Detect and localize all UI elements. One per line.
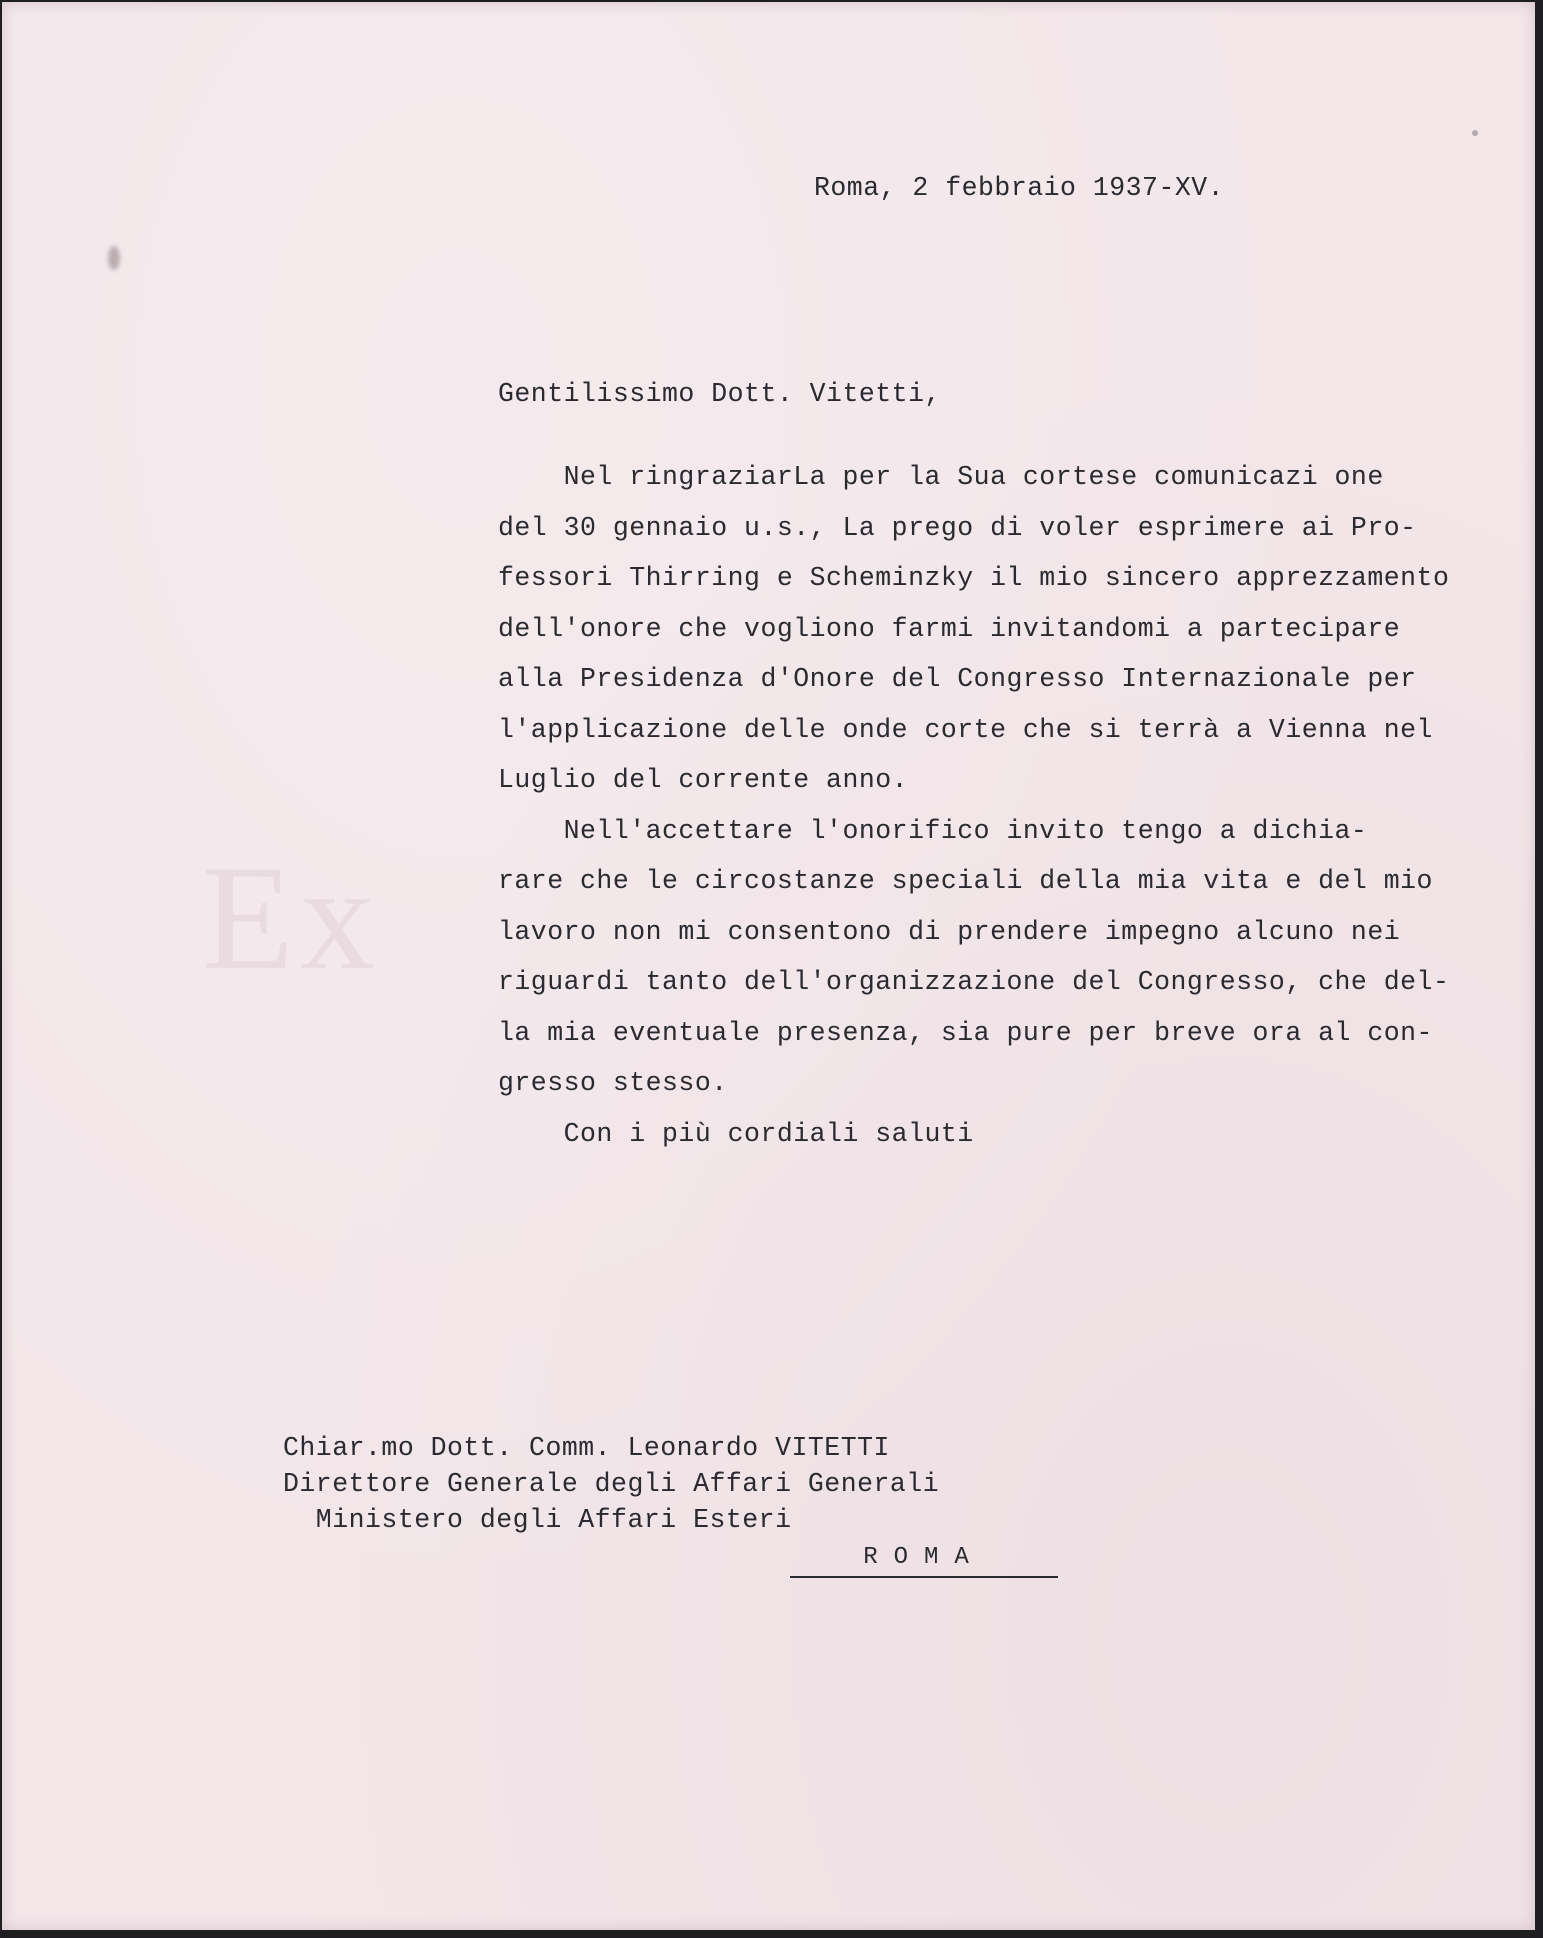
paper-speck <box>1472 130 1478 136</box>
address-line-title: Direttore Generale degli Affari Generali <box>283 1469 940 1499</box>
body-line: alla Presidenza d'Onore del Congresso Internazionale per <box>498 664 1417 694</box>
body-line: riguardi tanto dell'organizzazione del Congresso, che del- <box>498 967 1450 997</box>
body-line: la mia eventuale presenza, sia pure per breve ora al con- <box>498 1017 1433 1048</box>
body-line: dell'onore che vogliono farmi invitandomi a partecipare <box>498 613 1401 644</box>
body-line: fessori Thirring e Scheminzky il mio sincero apprezzamento <box>498 563 1450 593</box>
closing-line: Con i più cordiali saluti <box>498 1118 974 1149</box>
body-line: gresso stesso. <box>498 1068 728 1098</box>
address-line-recipient: Chiar.mo Dott. Comm. Leonardo VITETTI <box>283 1433 890 1463</box>
letter-page <box>2 2 1535 1930</box>
body-line: rare che le circostanze speciali della mia vita e del mio <box>498 866 1433 896</box>
letter-salutation: Gentilissimo Dott. Vitetti, <box>498 379 941 409</box>
ink-smudge <box>108 246 120 270</box>
body-line: Nel ringraziarLa per la Sua cortese comunicazi one <box>498 462 1384 492</box>
body-line: l'applicazione delle onde corte che si terrà a Vienna nel <box>498 714 1433 745</box>
address-line-ministry: Ministero degli Affari Esteri <box>283 1505 792 1535</box>
body-line: Luglio del corrente anno. <box>498 765 909 795</box>
recipient-address <box>283 1430 939 1538</box>
address-city-underlined: ROMA <box>790 1540 1058 1578</box>
body-line: Nell'accettare l'onorifico invito tengo a dichia- <box>498 815 1368 846</box>
letter-date: Roma, 2 febbraio 1937-XV. <box>814 173 1225 203</box>
body-line: del 30 gennaio u.s., La prego di voler esprimere ai Pro- <box>498 512 1417 543</box>
letter-body <box>498 452 1449 1159</box>
body-line: lavoro non mi consentono di prendere impegno alcuno nei <box>498 916 1401 947</box>
faint-watermark: Ex <box>202 835 381 1001</box>
